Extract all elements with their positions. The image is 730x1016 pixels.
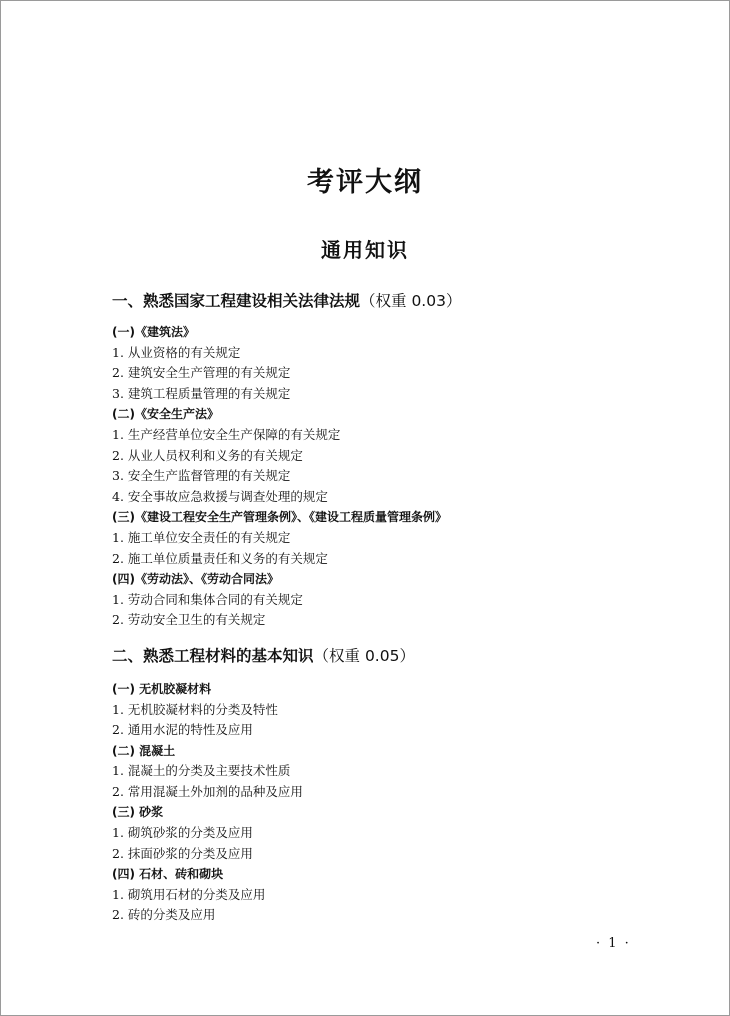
outline-content bbox=[112, 288, 672, 926]
outline-item: 3. 建筑工程质量管理的有关规定 bbox=[112, 385, 291, 401]
subsection-heading: (三)《建设工程安全生产管理条例》、《建设工程质量管理条例》 bbox=[112, 510, 447, 525]
outline-item: 1. 砌筑砂浆的分类及应用 bbox=[112, 825, 253, 841]
outline-item: 2. 通用水泥的特性及应用 bbox=[112, 722, 253, 738]
subsection-heading: (一) 无机胶凝材料 bbox=[112, 681, 212, 696]
outline-item: 3. 安全生产监督管理的有关规定 bbox=[112, 468, 291, 484]
section-weight: （权重 0.03） bbox=[360, 292, 462, 310]
subsection-heading: (四) 石材、砖和砌块 bbox=[112, 867, 224, 882]
section-heading bbox=[112, 288, 672, 314]
outline-item: 2. 施工单位质量责任和义务的有关规定 bbox=[112, 550, 328, 566]
outline-item: 1. 混凝土的分类及主要技术性质 bbox=[112, 763, 291, 779]
subsection-heading: (一)《建筑法》 bbox=[112, 325, 195, 339]
subsection-heading: (二)《安全生产法》 bbox=[112, 407, 219, 422]
outline-item: 2. 劳动安全卫生的有关规定 bbox=[112, 612, 266, 628]
subsection-heading: (三) 砂浆 bbox=[112, 805, 164, 820]
section-weight: （权重 0.05） bbox=[313, 646, 415, 665]
subsection-heading: (二) 混凝土 bbox=[112, 743, 176, 758]
outline-item: 2. 从业人员权利和义务的有关规定 bbox=[112, 447, 303, 463]
section-heading-text: 二、熟悉工程材料的基本知识 bbox=[112, 646, 314, 665]
outline-item: 2. 常用混凝土外加剂的品种及应用 bbox=[112, 783, 303, 799]
outline-item: 1. 砌筑用石材的分类及应用 bbox=[112, 886, 266, 902]
outline-item: 1. 劳动合同和集体合同的有关规定 bbox=[112, 591, 303, 607]
outline-item: 2. 砖的分类及应用 bbox=[112, 907, 216, 923]
section-heading-text: 一、熟悉国家工程建设相关法律法规 bbox=[112, 292, 361, 310]
outline-item: 4. 安全事故应急救援与调查处理的规定 bbox=[112, 488, 328, 504]
page-title: 考评大纲 bbox=[307, 167, 423, 198]
page-number: · 1 · bbox=[596, 936, 631, 951]
outline-item: 2. 抹面砂浆的分类及应用 bbox=[112, 845, 253, 861]
outline-item: 1. 从业资格的有关规定 bbox=[112, 344, 241, 360]
outline-item: 1. 施工单位安全责任的有关规定 bbox=[112, 529, 291, 545]
subsection-heading: (四)《劳动法》、《劳动合同法》 bbox=[112, 572, 279, 587]
outline-item: 2. 建筑安全生产管理的有关规定 bbox=[112, 365, 291, 381]
page-subtitle: 通用知识 bbox=[321, 238, 409, 262]
outline-item: 1. 无机胶凝材料的分类及特性 bbox=[112, 701, 278, 717]
outline-item: 1. 生产经营单位安全生产保障的有关规定 bbox=[112, 426, 341, 442]
section-heading bbox=[112, 643, 672, 669]
